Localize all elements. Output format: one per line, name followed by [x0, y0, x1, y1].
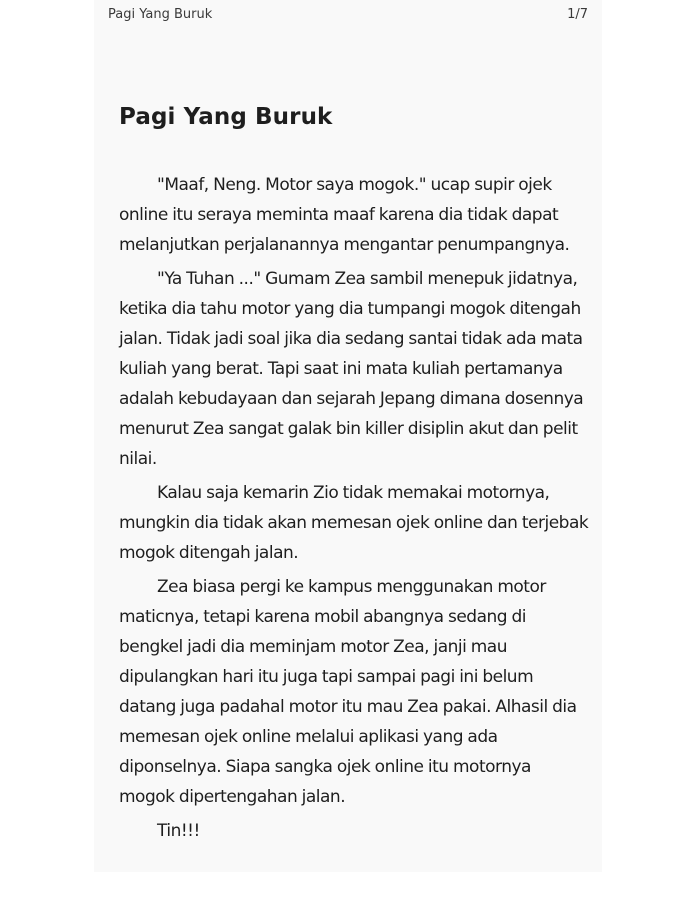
paragraph: "Maaf, Neng. Motor saya mogok." ucap supir ojek online itu seraya meminta maaf karena dia tidak dapat melanjutkan perjalanannya mengantar penumpangnya. [119, 175, 570, 255]
paragraph: Tin!!! [157, 821, 200, 841]
paragraph: Kalau saja kemarin Zio tidak memakai motornya, mungkin dia tidak akan memesan ojek online dan terjebak mogok ditengah jalan. [119, 483, 589, 563]
paragraph: Zea biasa pergi ke kampus menggunakan motor maticnya, tetapi karena mobil abangnya sedang di bengkel jadi dia meminjam motor Zea, janji mau dipulangkan hari itu juga tapi sampai pagi ini belum datang juga padahal motor itu mau Zea pakai. Alhasil dia memesan ojek online melalui aplikasi yang ada diponselnya. Siapa sangka ojek online itu motornya mogok dipertengahan jalan. [119, 577, 577, 807]
chapter-content [119, 100, 589, 850]
header-book-title: Pagi Yang Buruk [108, 7, 213, 22]
page-indicator: 1/7 [567, 7, 588, 22]
chapter-title: Pagi Yang Buruk [119, 104, 333, 130]
paragraph: "Ya Tuhan ..." Gumam Zea sambil menepuk jidatnya, ketika dia tahu motor yang dia tumpangi mogok ditengah jalan. Tidak jadi soal jika dia sedang santai tidak ada mata kuliah yang berat. Tapi saat ini mata kuliah pertamanya adalah kebudayaan dan sejarah Jepang dimana dosennya menurut Zea sangat galak bin killer disiplin akut dan pelit nilai. [119, 269, 584, 469]
